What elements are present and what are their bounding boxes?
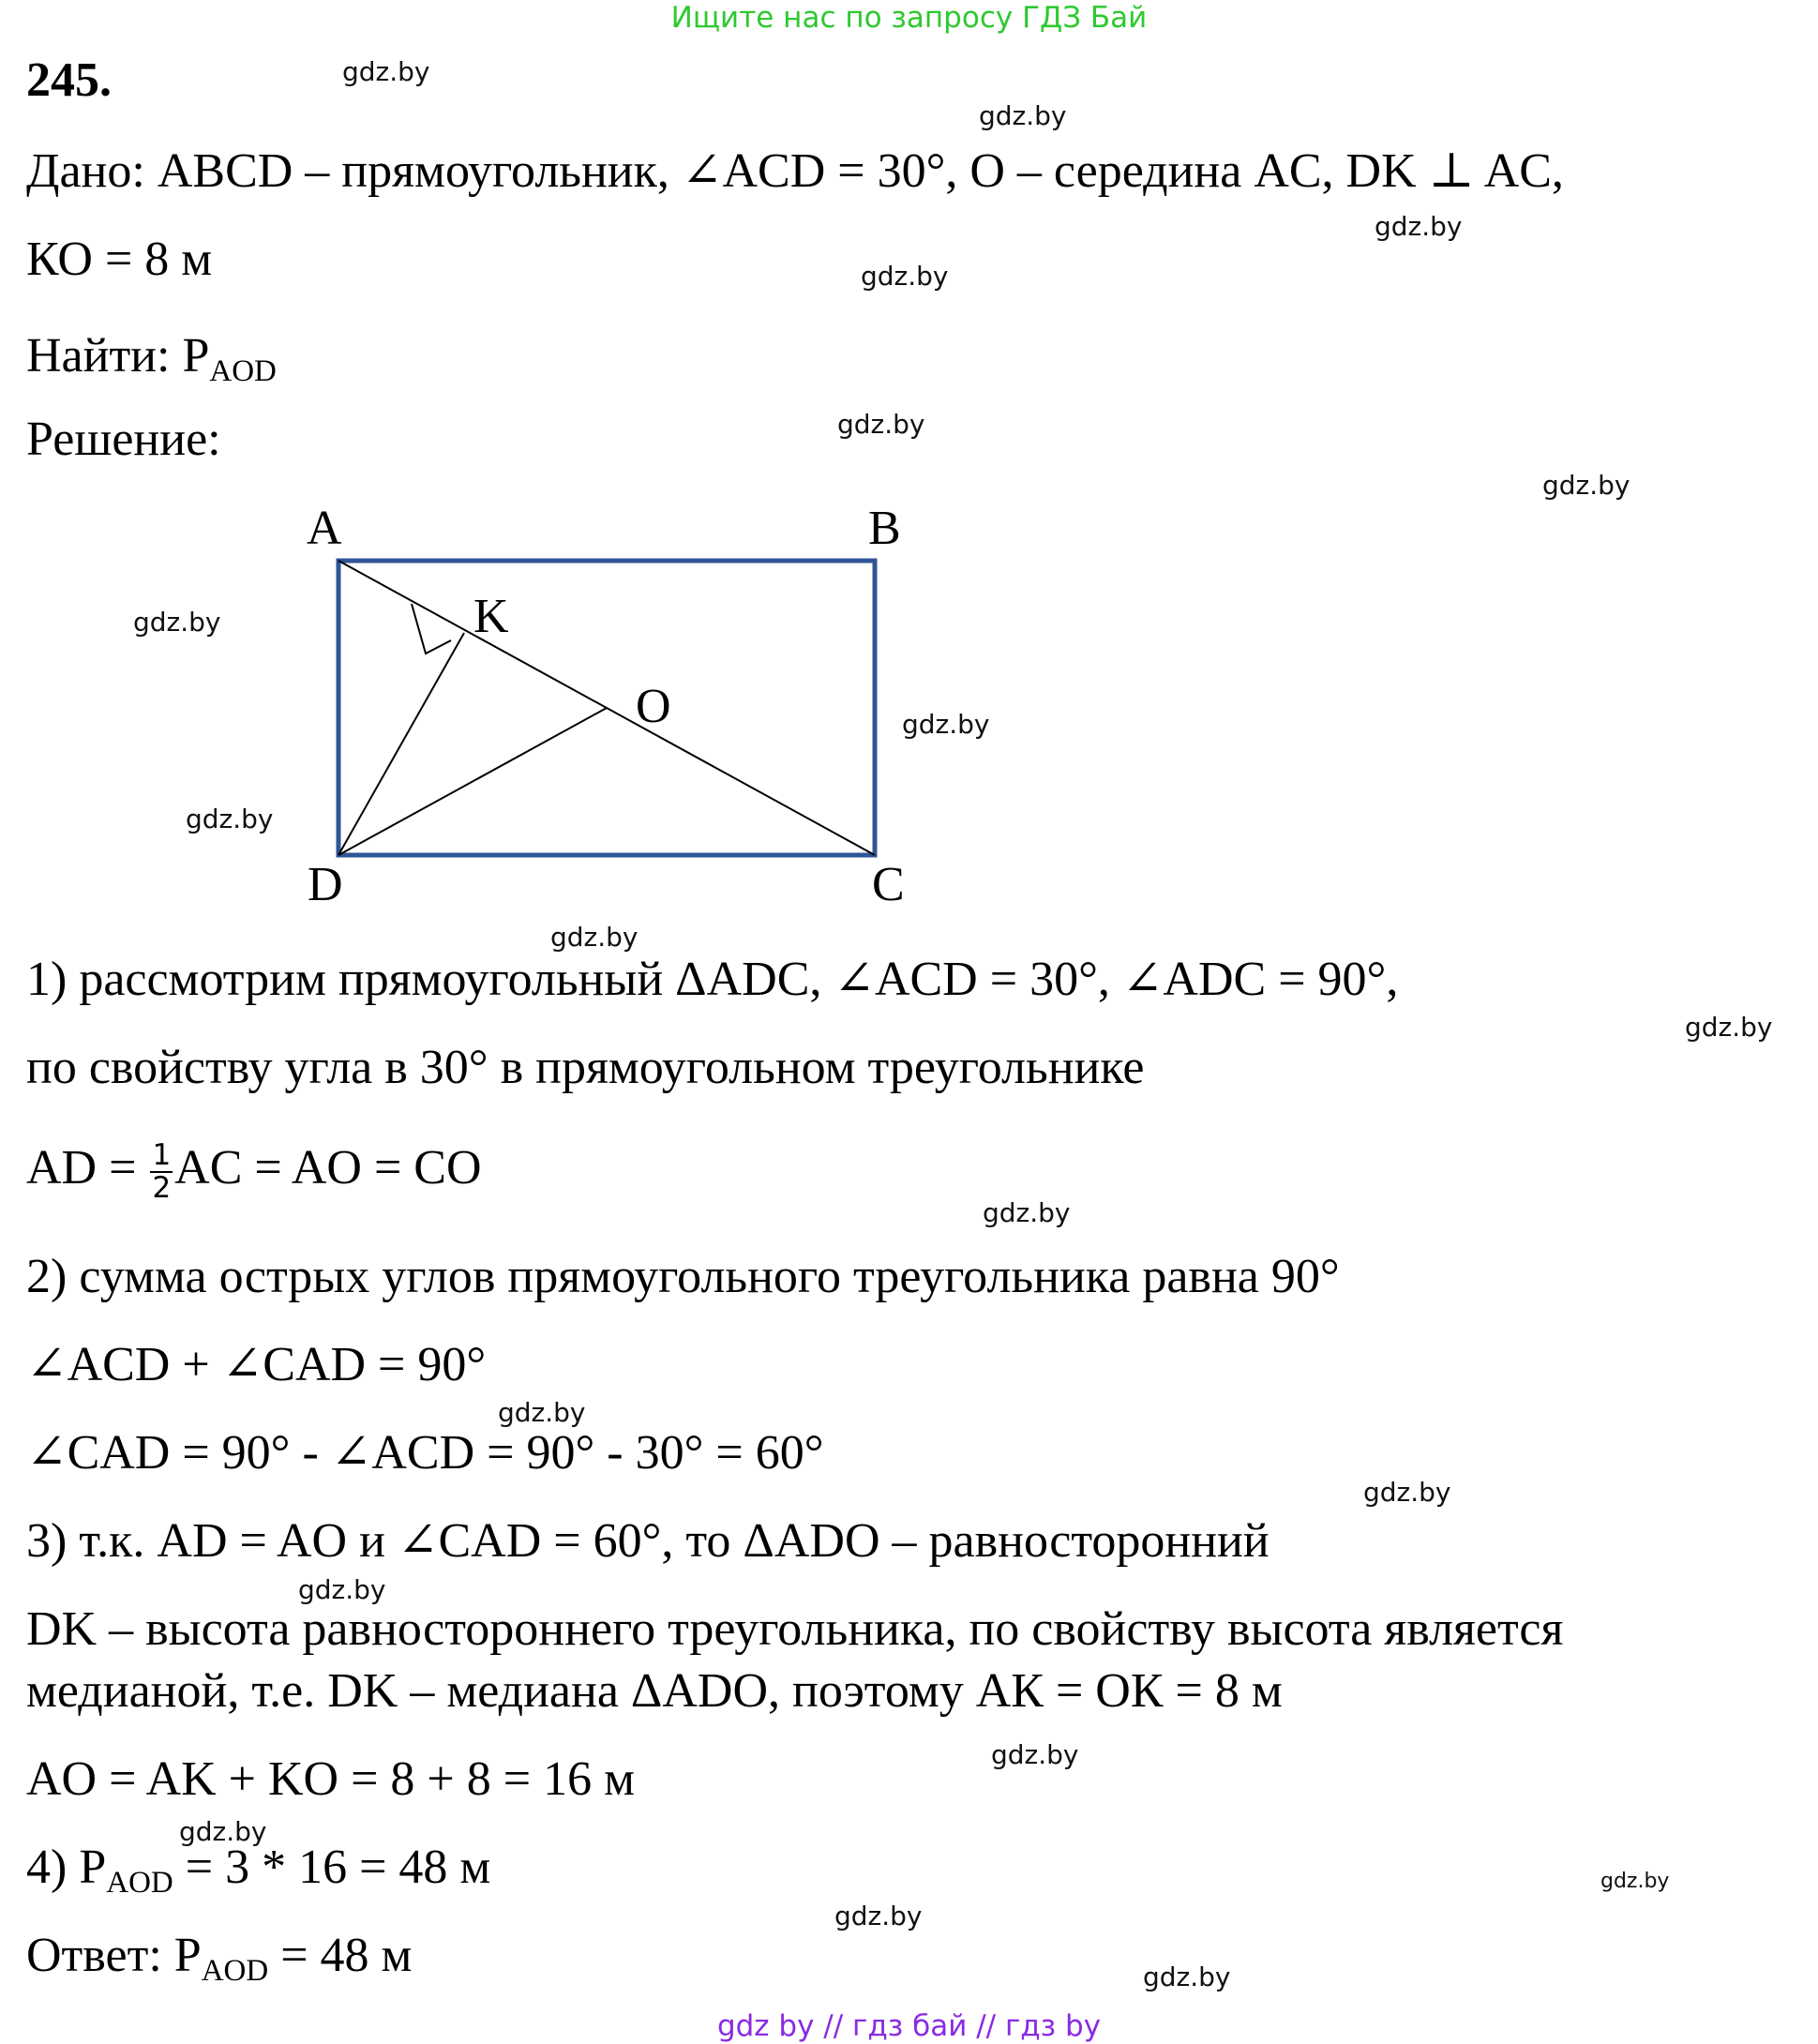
fraction-denominator: 2: [152, 1171, 172, 1206]
watermark: gdz.by: [861, 261, 949, 292]
watermark: gdz.by: [979, 100, 1067, 131]
watermark: gdz.by: [1143, 1961, 1231, 1992]
step-3-line-3: медианой, т.е. DK – медиана ΔADO, поэтому АК = ОК = 8 м: [26, 1664, 1283, 1718]
find-subscript: AOD: [209, 353, 277, 388]
watermark: gdz.by: [1375, 211, 1463, 242]
label-k: K: [473, 590, 509, 643]
answer-rest: = 48 м: [268, 1929, 413, 1982]
step-4-rest: = 3 * 16 = 48 м: [173, 1841, 491, 1894]
answer-subscript: AOD: [201, 1953, 269, 1988]
label-c: C: [872, 858, 905, 911]
label-o: O: [636, 680, 671, 733]
step-2-line-1: 2) сумма острых углов прямоугольного треугольника равна 90°: [26, 1250, 1340, 1303]
watermark: gdz.by: [498, 1397, 586, 1428]
label-d: D: [308, 858, 343, 911]
bottom-banner[interactable]: gdz by // гдз бай // гдз by: [716, 2009, 1102, 2043]
watermark: gdz.by: [133, 607, 221, 638]
watermark: gdz.by: [837, 409, 925, 440]
step-2-line-3: ∠CAD = 90° - ∠ACD = 90° - 30° = 60°: [26, 1426, 824, 1480]
watermark: gdz.by: [991, 1739, 1079, 1770]
top-banner[interactable]: Ищите нас по запросу ГДЗ Бай: [670, 1, 1148, 35]
watermark: gdz.by: [179, 1816, 267, 1847]
segment-dk: [338, 633, 464, 855]
find-prefix: Найти: P: [26, 329, 210, 383]
step-1-right: AC = AO = CO: [174, 1141, 482, 1195]
step-3-line-1: 3) т.к. AD = AO и ∠CAD = 60°, то ΔADO – равносторонний: [26, 1514, 1270, 1568]
solution-label: Решение:: [26, 413, 221, 466]
watermark: gdz.by: [298, 1574, 386, 1605]
given-line-2: КО = 8 м: [26, 233, 213, 286]
answer-prefix: Ответ: P: [26, 1929, 202, 1982]
segment-do: [338, 708, 607, 855]
label-a: A: [307, 502, 342, 555]
fraction-one-half: [150, 1140, 173, 1204]
problem-number: 245.: [26, 53, 112, 107]
step-1-line-1: 1) рассмотрим прямоугольный ΔADC, ∠ACD = 30°, ∠ADC = 90°,: [26, 953, 1399, 1006]
watermark: gdz.by: [342, 56, 430, 87]
watermark: gdz.by: [550, 922, 639, 953]
watermark: gdz.by: [186, 804, 274, 834]
label-b: B: [868, 502, 901, 555]
step-1-left: AD =: [26, 1141, 149, 1195]
watermark: gdz.by: [1542, 470, 1630, 501]
step-3-line-4: AO = AK + KO = 8 + 8 = 16 м: [26, 1752, 635, 1806]
step-2-line-2: ∠ACD + ∠CAD = 90°: [26, 1338, 487, 1391]
watermark: gdz.by: [1600, 1870, 1670, 1893]
watermark: gdz.by: [834, 1901, 923, 1931]
watermark: gdz.by: [902, 709, 990, 740]
watermark: gdz.by: [1363, 1477, 1451, 1508]
answer-line: [26, 1927, 412, 2000]
step-3-line-2: DK – высота равностороннего треугольника, по свойству высота является: [26, 1602, 1564, 1656]
watermark: gdz.by: [1685, 1012, 1773, 1043]
step-4-line: [26, 1839, 490, 1912]
fraction-numerator: 1: [152, 1138, 172, 1173]
step-1-line-2: по свойству угла в 30° в прямоугольном треугольнике: [26, 1041, 1145, 1094]
watermark: gdz.by: [983, 1197, 1071, 1228]
step-4-subscript: AOD: [106, 1865, 173, 1900]
given-line-1: Дано: ABCD – прямоугольник, ∠ACD = 30°, O – середина AC, DK ⊥ AC,: [26, 144, 1564, 198]
step-1-line-3: [26, 1139, 482, 1204]
step-4-prefix: 4) P: [26, 1841, 107, 1894]
